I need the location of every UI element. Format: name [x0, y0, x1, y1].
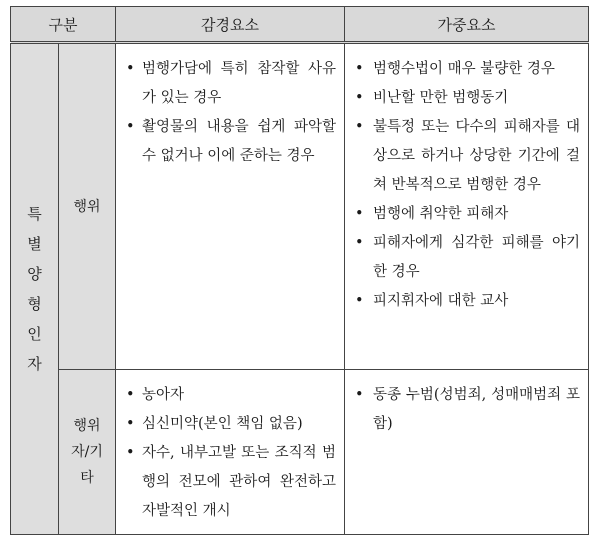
list-item	[353, 287, 580, 316]
mitigating-cell-actor	[116, 370, 345, 535]
row-label-act: 행위	[59, 43, 116, 370]
mitigating-list-actor	[116, 370, 344, 532]
bullet-icon: •	[355, 206, 364, 222]
row-label-actor-other	[59, 370, 116, 535]
bullet-icon: •	[355, 61, 364, 77]
bullet-icon: •	[355, 235, 364, 251]
aggravating-list-actor	[345, 370, 588, 445]
list-item-text: 범행가담에 특히 참작할 사유가 있는 경우	[142, 61, 336, 106]
list-item	[353, 381, 580, 439]
bullet-icon: •	[126, 445, 135, 461]
bullet-icon: •	[355, 119, 364, 135]
list-item-text: 농아자	[142, 387, 185, 403]
aggravating-cell-act	[345, 43, 589, 370]
list-item	[353, 55, 580, 84]
list-item-text: 심신미약(본인 책임 없음)	[142, 416, 303, 432]
list-item-text: 비난할 만한 범행동기	[373, 90, 509, 106]
list-item-text: 범행수법이 매우 불량한 경우	[373, 61, 555, 77]
table-row	[11, 370, 589, 535]
list-item-text: 피해자에게 심각한 피해를 야기한 경우	[373, 235, 580, 280]
list-item	[124, 439, 336, 526]
aggravating-cell-actor	[345, 370, 589, 535]
list-item-text: 동종 누범(성범죄, 성매매범죄 포함)	[373, 387, 580, 432]
bullet-icon: •	[126, 416, 135, 432]
list-item-text: 불특정 또는 다수의 피해자를 대상으로 하거나 상당한 기간에 걸쳐 반복적으로 범행한 경우	[373, 119, 580, 193]
header-category: 구분	[11, 7, 116, 43]
bullet-icon: •	[355, 90, 364, 106]
bullet-icon: •	[355, 387, 364, 403]
list-item-text: 촬영물의 내용을 쉽게 파악할 수 없거나 이에 준하는 경우	[142, 119, 336, 164]
header-aggravating: 가중요소	[345, 7, 589, 43]
list-item	[353, 113, 580, 200]
aggravating-list-act	[345, 44, 588, 322]
list-item	[353, 200, 580, 229]
sentencing-factors-table	[10, 6, 589, 535]
list-item	[124, 381, 336, 410]
header-row	[11, 7, 589, 43]
bullet-icon: •	[126, 387, 135, 403]
table-row	[11, 43, 589, 370]
special-sentencing-factors-label	[11, 43, 59, 535]
mitigating-list-act	[116, 44, 344, 177]
row-label-actor-other-text: 행위자/기타	[71, 418, 103, 486]
mitigating-cell-act	[116, 43, 345, 370]
list-item	[124, 113, 336, 171]
header-mitigating: 감경요소	[116, 7, 345, 43]
list-item	[124, 55, 336, 113]
list-item	[353, 229, 580, 287]
list-item-text: 자수, 내부고발 또는 조직적 범행의 전모에 관하여 완전하고 자발적인 개시	[142, 445, 336, 519]
list-item	[353, 84, 580, 113]
list-item	[124, 410, 336, 439]
bullet-icon: •	[126, 61, 135, 77]
bullet-icon: •	[126, 119, 135, 135]
bullet-icon: •	[355, 293, 364, 309]
list-item-text: 피지휘자에 대한 교사	[373, 293, 509, 309]
category-label-text: 특별양형인자	[27, 205, 42, 373]
list-item-text: 범행에 취약한 피해자	[373, 206, 509, 222]
